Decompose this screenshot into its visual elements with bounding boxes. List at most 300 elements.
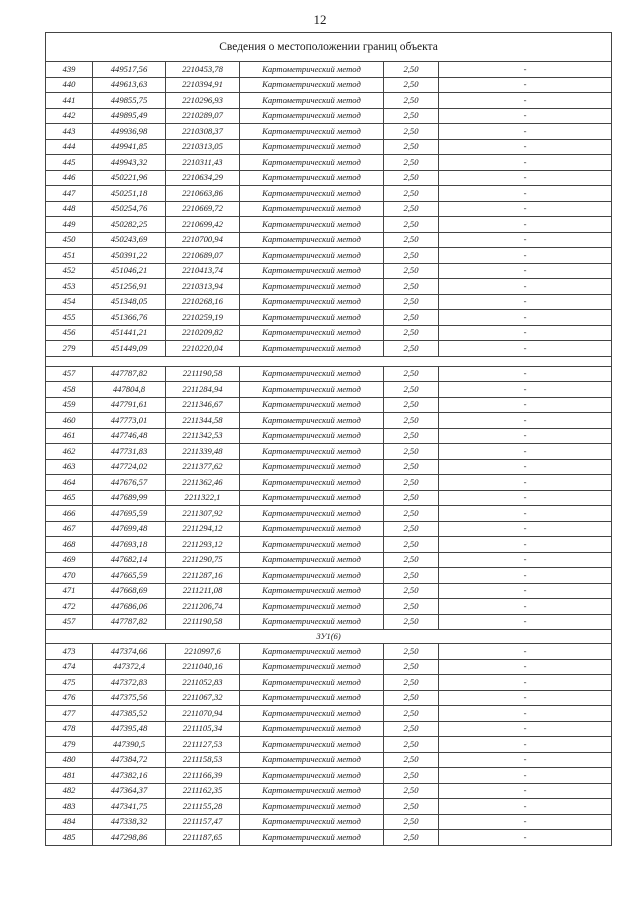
description-cell: -: [439, 690, 612, 706]
accuracy-cell: 2,50: [384, 248, 439, 264]
x-coordinate-cell: 447385,52: [93, 706, 166, 722]
y-coordinate-cell: 2210453,78: [166, 62, 240, 78]
method-cell: Картометрический метод: [240, 552, 384, 568]
method-cell: Картометрический метод: [240, 568, 384, 584]
method-cell: Картометрический метод: [240, 752, 384, 768]
method-cell: Картометрический метод: [240, 77, 384, 93]
x-coordinate-cell: 447804,8: [93, 382, 166, 398]
y-coordinate-cell: 2210268,16: [166, 294, 240, 310]
point-number-cell: 439: [46, 62, 93, 78]
y-coordinate-cell: 2210689,07: [166, 248, 240, 264]
accuracy-cell: 2,50: [384, 124, 439, 140]
method-cell: Картометрический метод: [240, 232, 384, 248]
x-coordinate-cell: 447375,56: [93, 690, 166, 706]
table-row: [46, 644, 612, 660]
table-row: [46, 294, 612, 310]
description-cell: -: [439, 644, 612, 660]
table-row: [46, 783, 612, 799]
method-cell: Картометрический метод: [240, 783, 384, 799]
boundary-coordinates-table: [45, 32, 612, 846]
method-cell: Картометрический метод: [240, 614, 384, 630]
table-row: [46, 397, 612, 413]
method-cell: Картометрический метод: [240, 644, 384, 660]
description-cell: -: [439, 614, 612, 630]
table-row: [46, 444, 612, 460]
method-cell: Картометрический метод: [240, 490, 384, 506]
table-row: [46, 186, 612, 202]
x-coordinate-cell: 447787,82: [93, 614, 166, 630]
y-coordinate-cell: 2211284,94: [166, 382, 240, 398]
description-cell: -: [439, 124, 612, 140]
y-coordinate-cell: 2210700,94: [166, 232, 240, 248]
description-cell: -: [439, 155, 612, 171]
point-number-cell: 466: [46, 506, 93, 522]
accuracy-cell: 2,50: [384, 830, 439, 846]
section-label: [46, 356, 612, 366]
accuracy-cell: 2,50: [384, 537, 439, 553]
x-coordinate-cell: 451046,21: [93, 263, 166, 279]
y-coordinate-cell: 2211342,53: [166, 428, 240, 444]
y-coordinate-cell: 2211158,53: [166, 752, 240, 768]
point-number-cell: 451: [46, 248, 93, 264]
accuracy-cell: 2,50: [384, 783, 439, 799]
accuracy-cell: 2,50: [384, 77, 439, 93]
method-cell: Картометрический метод: [240, 830, 384, 846]
y-coordinate-cell: 2211344,58: [166, 413, 240, 429]
method-cell: Картометрический метод: [240, 62, 384, 78]
y-coordinate-cell: 2211346,67: [166, 397, 240, 413]
table-row: [46, 459, 612, 475]
method-cell: Картометрический метод: [240, 217, 384, 233]
method-cell: Картометрический метод: [240, 768, 384, 784]
y-coordinate-cell: 2211294,12: [166, 521, 240, 537]
point-number-cell: 476: [46, 690, 93, 706]
boundary-coordinates-sheet: [45, 32, 611, 846]
x-coordinate-cell: 449943,32: [93, 155, 166, 171]
y-coordinate-cell: 2210699,42: [166, 217, 240, 233]
accuracy-cell: 2,50: [384, 583, 439, 599]
method-cell: Картометрический метод: [240, 279, 384, 295]
x-coordinate-cell: 447338,32: [93, 814, 166, 830]
point-number-cell: 455: [46, 310, 93, 326]
accuracy-cell: 2,50: [384, 325, 439, 341]
x-coordinate-cell: 449895,49: [93, 108, 166, 124]
accuracy-cell: 2,50: [384, 217, 439, 233]
y-coordinate-cell: 2211155,28: [166, 799, 240, 815]
point-number-cell: 484: [46, 814, 93, 830]
table-row: [46, 279, 612, 295]
x-coordinate-cell: 447364,37: [93, 783, 166, 799]
table-row: [46, 139, 612, 155]
description-cell: -: [439, 93, 612, 109]
point-number-cell: 467: [46, 521, 93, 537]
table-row: [46, 706, 612, 722]
accuracy-cell: 2,50: [384, 752, 439, 768]
y-coordinate-cell: 2211070,94: [166, 706, 240, 722]
point-number-cell: 464: [46, 475, 93, 491]
table-row: [46, 232, 612, 248]
table-row: [46, 201, 612, 217]
table-row: [46, 599, 612, 615]
accuracy-cell: 2,50: [384, 568, 439, 584]
accuracy-cell: 2,50: [384, 706, 439, 722]
x-coordinate-cell: 450282,25: [93, 217, 166, 233]
description-cell: -: [439, 752, 612, 768]
point-number-cell: 456: [46, 325, 93, 341]
point-number-cell: 472: [46, 599, 93, 615]
method-cell: Картометрический метод: [240, 155, 384, 171]
description-cell: -: [439, 568, 612, 584]
y-coordinate-cell: 2210413,74: [166, 263, 240, 279]
y-coordinate-cell: 2211339,48: [166, 444, 240, 460]
method-cell: Картометрический метод: [240, 294, 384, 310]
accuracy-cell: 2,50: [384, 155, 439, 171]
table-row: [46, 768, 612, 784]
point-number-cell: 480: [46, 752, 93, 768]
table-row: [46, 552, 612, 568]
x-coordinate-cell: 449613,63: [93, 77, 166, 93]
description-cell: -: [439, 325, 612, 341]
y-coordinate-cell: 2210394,91: [166, 77, 240, 93]
accuracy-cell: 2,50: [384, 675, 439, 691]
point-number-cell: 473: [46, 644, 93, 660]
description-cell: -: [439, 830, 612, 846]
point-number-cell: 475: [46, 675, 93, 691]
method-cell: Картометрический метод: [240, 366, 384, 382]
section-separator-row: [46, 630, 612, 644]
accuracy-cell: 2,50: [384, 475, 439, 491]
x-coordinate-cell: 451441,21: [93, 325, 166, 341]
y-coordinate-cell: 2211293,12: [166, 537, 240, 553]
method-cell: Картометрический метод: [240, 659, 384, 675]
accuracy-cell: 2,50: [384, 506, 439, 522]
x-coordinate-cell: 447686,06: [93, 599, 166, 615]
y-coordinate-cell: 2210634,29: [166, 170, 240, 186]
method-cell: Картометрический метод: [240, 428, 384, 444]
point-number-cell: 279: [46, 341, 93, 357]
point-number-cell: 483: [46, 799, 93, 815]
point-number-cell: 460: [46, 413, 93, 429]
y-coordinate-cell: 2211206,74: [166, 599, 240, 615]
y-coordinate-cell: 2211162,35: [166, 783, 240, 799]
method-cell: Картометрический метод: [240, 170, 384, 186]
method-cell: Картометрический метод: [240, 599, 384, 615]
point-number-cell: 485: [46, 830, 93, 846]
description-cell: -: [439, 201, 612, 217]
x-coordinate-cell: 447699,48: [93, 521, 166, 537]
description-cell: -: [439, 783, 612, 799]
description-cell: -: [439, 706, 612, 722]
method-cell: Картометрический метод: [240, 263, 384, 279]
method-cell: Картометрический метод: [240, 248, 384, 264]
point-number-cell: 450: [46, 232, 93, 248]
y-coordinate-cell: 2210289,07: [166, 108, 240, 124]
description-cell: -: [439, 294, 612, 310]
table-row: [46, 325, 612, 341]
point-number-cell: 443: [46, 124, 93, 140]
description-cell: -: [439, 659, 612, 675]
point-number-cell: 463: [46, 459, 93, 475]
table-row: [46, 341, 612, 357]
table-row: [46, 170, 612, 186]
description-cell: -: [439, 521, 612, 537]
y-coordinate-cell: 2211290,75: [166, 552, 240, 568]
x-coordinate-cell: 449855,75: [93, 93, 166, 109]
x-coordinate-cell: 451256,91: [93, 279, 166, 295]
description-cell: -: [439, 675, 612, 691]
method-cell: Картометрический метод: [240, 537, 384, 553]
x-coordinate-cell: 447695,59: [93, 506, 166, 522]
method-cell: Картометрический метод: [240, 690, 384, 706]
table-row: [46, 690, 612, 706]
accuracy-cell: 2,50: [384, 413, 439, 429]
description-cell: -: [439, 721, 612, 737]
description-cell: -: [439, 737, 612, 753]
method-cell: Картометрический метод: [240, 201, 384, 217]
table-row: [46, 752, 612, 768]
accuracy-cell: 2,50: [384, 310, 439, 326]
x-coordinate-cell: 447665,59: [93, 568, 166, 584]
point-number-cell: 478: [46, 721, 93, 737]
point-number-cell: 461: [46, 428, 93, 444]
point-number-cell: 454: [46, 294, 93, 310]
description-cell: -: [439, 552, 612, 568]
section-label: 3У1(6): [46, 630, 612, 644]
description-cell: -: [439, 599, 612, 615]
y-coordinate-cell: 2211040,16: [166, 659, 240, 675]
method-cell: Картометрический метод: [240, 706, 384, 722]
method-cell: Картометрический метод: [240, 506, 384, 522]
y-coordinate-cell: 2210308,37: [166, 124, 240, 140]
x-coordinate-cell: 449941,85: [93, 139, 166, 155]
method-cell: Картометрический метод: [240, 799, 384, 815]
point-number-cell: 457: [46, 614, 93, 630]
point-number-cell: 482: [46, 783, 93, 799]
x-coordinate-cell: 449936,98: [93, 124, 166, 140]
x-coordinate-cell: 447395,48: [93, 721, 166, 737]
accuracy-cell: 2,50: [384, 721, 439, 737]
y-coordinate-cell: 2210669,72: [166, 201, 240, 217]
y-coordinate-cell: 2211287,16: [166, 568, 240, 584]
point-number-cell: 452: [46, 263, 93, 279]
x-coordinate-cell: 447746,48: [93, 428, 166, 444]
description-cell: -: [439, 382, 612, 398]
description-cell: -: [439, 310, 612, 326]
x-coordinate-cell: 451366,76: [93, 310, 166, 326]
method-cell: Картометрический метод: [240, 459, 384, 475]
table-row: [46, 310, 612, 326]
y-coordinate-cell: 2210997,6: [166, 644, 240, 660]
description-cell: -: [439, 248, 612, 264]
x-coordinate-cell: 447791,61: [93, 397, 166, 413]
method-cell: Картометрический метод: [240, 124, 384, 140]
point-number-cell: 468: [46, 537, 93, 553]
table-row: [46, 62, 612, 78]
accuracy-cell: 2,50: [384, 279, 439, 295]
method-cell: Картометрический метод: [240, 675, 384, 691]
point-number-cell: 479: [46, 737, 93, 753]
x-coordinate-cell: 450221,96: [93, 170, 166, 186]
point-number-cell: 462: [46, 444, 93, 460]
table-row: [46, 568, 612, 584]
x-coordinate-cell: 447773,01: [93, 413, 166, 429]
description-cell: -: [439, 799, 612, 815]
x-coordinate-cell: 447382,16: [93, 768, 166, 784]
point-number-cell: 448: [46, 201, 93, 217]
table-row: [46, 155, 612, 171]
x-coordinate-cell: 447731,83: [93, 444, 166, 460]
y-coordinate-cell: 2210313,05: [166, 139, 240, 155]
accuracy-cell: 2,50: [384, 644, 439, 660]
y-coordinate-cell: 2211190,58: [166, 614, 240, 630]
x-coordinate-cell: 447341,75: [93, 799, 166, 815]
description-cell: -: [439, 397, 612, 413]
description-cell: -: [439, 232, 612, 248]
accuracy-cell: 2,50: [384, 799, 439, 815]
table-row: [46, 830, 612, 846]
accuracy-cell: 2,50: [384, 599, 439, 615]
point-number-cell: 459: [46, 397, 93, 413]
accuracy-cell: 2,50: [384, 397, 439, 413]
y-coordinate-cell: 2210209,82: [166, 325, 240, 341]
accuracy-cell: 2,50: [384, 201, 439, 217]
point-number-cell: 449: [46, 217, 93, 233]
y-coordinate-cell: 2211307,92: [166, 506, 240, 522]
accuracy-cell: 2,50: [384, 341, 439, 357]
table-row: [46, 108, 612, 124]
description-cell: -: [439, 77, 612, 93]
y-coordinate-cell: 2210663,86: [166, 186, 240, 202]
method-cell: Картометрический метод: [240, 475, 384, 491]
y-coordinate-cell: 2211127,53: [166, 737, 240, 753]
point-number-cell: 465: [46, 490, 93, 506]
table-title-row: [46, 33, 612, 62]
x-coordinate-cell: 450391,22: [93, 248, 166, 264]
accuracy-cell: 2,50: [384, 263, 439, 279]
description-cell: -: [439, 279, 612, 295]
table-row: [46, 614, 612, 630]
table-row: [46, 490, 612, 506]
accuracy-cell: 2,50: [384, 659, 439, 675]
table-row: [46, 737, 612, 753]
table-row: [46, 475, 612, 491]
accuracy-cell: 2,50: [384, 294, 439, 310]
y-coordinate-cell: 2211105,34: [166, 721, 240, 737]
y-coordinate-cell: 2211157,47: [166, 814, 240, 830]
point-number-cell: 440: [46, 77, 93, 93]
description-cell: -: [439, 263, 612, 279]
x-coordinate-cell: 451449,09: [93, 341, 166, 357]
table-row: [46, 413, 612, 429]
table-row: [46, 506, 612, 522]
page-number: 12: [313, 12, 327, 27]
description-cell: -: [439, 186, 612, 202]
x-coordinate-cell: 447724,02: [93, 459, 166, 475]
description-cell: -: [439, 814, 612, 830]
accuracy-cell: 2,50: [384, 428, 439, 444]
y-coordinate-cell: 2210313,94: [166, 279, 240, 295]
method-cell: Картометрический метод: [240, 721, 384, 737]
accuracy-cell: 2,50: [384, 93, 439, 109]
accuracy-cell: 2,50: [384, 521, 439, 537]
method-cell: Картометрический метод: [240, 310, 384, 326]
y-coordinate-cell: 2211166,39: [166, 768, 240, 784]
table-row: [46, 428, 612, 444]
y-coordinate-cell: 2210311,43: [166, 155, 240, 171]
method-cell: Картометрический метод: [240, 583, 384, 599]
description-cell: -: [439, 341, 612, 357]
x-coordinate-cell: 447298,86: [93, 830, 166, 846]
accuracy-cell: 2,50: [384, 108, 439, 124]
accuracy-cell: 2,50: [384, 139, 439, 155]
description-cell: -: [439, 413, 612, 429]
x-coordinate-cell: 447384,72: [93, 752, 166, 768]
method-cell: Картометрический метод: [240, 413, 384, 429]
description-cell: -: [439, 490, 612, 506]
description-cell: -: [439, 537, 612, 553]
accuracy-cell: 2,50: [384, 232, 439, 248]
accuracy-cell: 2,50: [384, 186, 439, 202]
point-number-cell: 458: [46, 382, 93, 398]
y-coordinate-cell: 2211190,58: [166, 366, 240, 382]
method-cell: Картометрический метод: [240, 108, 384, 124]
accuracy-cell: 2,50: [384, 814, 439, 830]
table-row: [46, 799, 612, 815]
point-number-cell: 446: [46, 170, 93, 186]
table-row: [46, 382, 612, 398]
section-separator-row: [46, 356, 612, 366]
accuracy-cell: 2,50: [384, 490, 439, 506]
table-row: [46, 77, 612, 93]
accuracy-cell: 2,50: [384, 366, 439, 382]
table-row: [46, 93, 612, 109]
x-coordinate-cell: 447787,82: [93, 366, 166, 382]
x-coordinate-cell: 449517,56: [93, 62, 166, 78]
accuracy-cell: 2,50: [384, 62, 439, 78]
y-coordinate-cell: 2211211,08: [166, 583, 240, 599]
point-number-cell: 469: [46, 552, 93, 568]
method-cell: Картометрический метод: [240, 325, 384, 341]
x-coordinate-cell: 447689,99: [93, 490, 166, 506]
method-cell: Картометрический метод: [240, 93, 384, 109]
y-coordinate-cell: 2211067,32: [166, 690, 240, 706]
point-number-cell: 477: [46, 706, 93, 722]
description-cell: -: [439, 217, 612, 233]
description-cell: -: [439, 170, 612, 186]
description-cell: -: [439, 459, 612, 475]
table-row: [46, 721, 612, 737]
accuracy-cell: 2,50: [384, 382, 439, 398]
method-cell: Картометрический метод: [240, 382, 384, 398]
y-coordinate-cell: 2210296,93: [166, 93, 240, 109]
x-coordinate-cell: 447693,18: [93, 537, 166, 553]
method-cell: Картометрический метод: [240, 341, 384, 357]
point-number-cell: 470: [46, 568, 93, 584]
x-coordinate-cell: 447374,66: [93, 644, 166, 660]
point-number-cell: 441: [46, 93, 93, 109]
point-number-cell: 481: [46, 768, 93, 784]
x-coordinate-cell: 450254,76: [93, 201, 166, 217]
description-cell: -: [439, 62, 612, 78]
y-coordinate-cell: 2211322,1: [166, 490, 240, 506]
x-coordinate-cell: 450243,69: [93, 232, 166, 248]
table-row: [46, 814, 612, 830]
accuracy-cell: 2,50: [384, 552, 439, 568]
accuracy-cell: 2,50: [384, 614, 439, 630]
description-cell: -: [439, 139, 612, 155]
table-row: [46, 217, 612, 233]
point-number-cell: 471: [46, 583, 93, 599]
